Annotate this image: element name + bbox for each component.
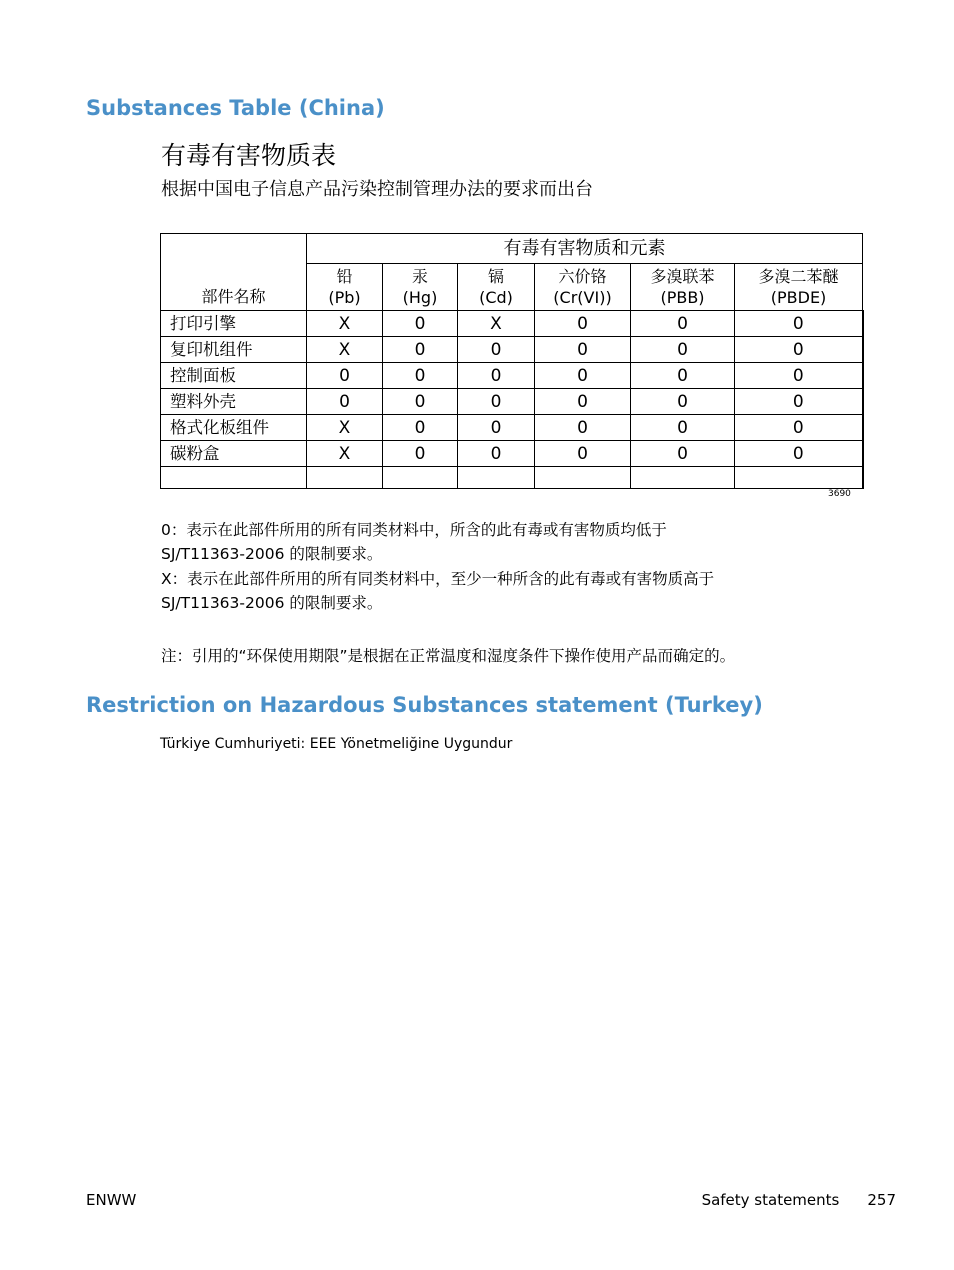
table-cell: 0: [458, 363, 535, 389]
table-row: [161, 415, 863, 441]
page-number: 257: [867, 1191, 896, 1209]
section-heading-china: Substances Table (China): [86, 96, 385, 120]
section-heading-turkey: Restriction on Hazardous Substances statement (Turkey): [86, 693, 763, 717]
table-cell-empty: [631, 467, 735, 489]
table-cell: 0: [535, 441, 631, 467]
table-cell: 0: [383, 389, 458, 415]
table-cell: 0: [735, 389, 863, 415]
part-name: 控制面板: [161, 363, 307, 389]
table-cell: 0: [535, 337, 631, 363]
table-cell: 0: [458, 441, 535, 467]
table-row: [161, 389, 863, 415]
table-cell: 0: [735, 415, 863, 441]
note-zero-line2: SJ/T11363-2006 的限制要求。: [161, 545, 383, 563]
footer-left-label: ENWW: [86, 1191, 137, 1209]
table-row-empty: [161, 467, 863, 489]
note-x-line2: SJ/T11363-2006 的限制要求。: [161, 594, 383, 612]
table-cell: 0: [383, 363, 458, 389]
table-cell: X: [307, 311, 383, 337]
table-cell: 0: [631, 441, 735, 467]
note-x-line1: X：表示在此部件所用的所有同类材料中，至少一种所含的此有毒或有害物质高于: [161, 570, 715, 588]
table-cell-empty: [161, 467, 307, 489]
table-cell: 0: [383, 311, 458, 337]
part-name: 碳粉盒: [161, 441, 307, 467]
column-header-hg: 汞 (Hg): [383, 264, 458, 311]
cn-table-subtitle: 根据中国电子信息产品污染控制管理办法的要求而出台: [161, 179, 593, 200]
part-name: 复印机组件: [161, 337, 307, 363]
table-cell: 0: [458, 337, 535, 363]
table-cell: X: [307, 337, 383, 363]
table-cell: 0: [535, 389, 631, 415]
footer-section-name: Safety statements: [701, 1191, 840, 1209]
part-name: 打印引擎: [161, 311, 307, 337]
column-header-cr6: 六价铬 (Cr(VI)): [535, 264, 631, 311]
column-header-pbb: 多溴联苯 (PBB): [631, 264, 735, 311]
table-cell: 0: [307, 389, 383, 415]
part-name: 格式化板组件: [161, 415, 307, 441]
table-cell: 0: [383, 337, 458, 363]
table-cell: 0: [458, 415, 535, 441]
part-name-header: 部件名称: [161, 234, 307, 311]
note-remark: 注：引用的“环保使用期限”是根据在正常温度和湿度条件下操作使用产品而确定的。: [161, 647, 736, 665]
table-cell: 0: [631, 363, 735, 389]
table-cell-empty: [307, 467, 383, 489]
table-cell-empty: [535, 467, 631, 489]
substances-group-header: 有毒有害物质和元素: [307, 234, 863, 264]
table-cell: 0: [735, 311, 863, 337]
table-cell: 0: [631, 337, 735, 363]
column-header-pbde: 多溴二苯醚 (PBDE): [735, 264, 863, 311]
table-row: [161, 363, 863, 389]
note-zero-line1: 0：表示在此部件所用的所有同类材料中，所含的此有毒或有害物质均低于: [161, 521, 667, 539]
table-row: [161, 311, 863, 337]
table-cell: 0: [735, 337, 863, 363]
table-cell: 0: [535, 415, 631, 441]
table-cell-empty: [383, 467, 458, 489]
substances-table: [160, 233, 864, 489]
table-cell: 0: [735, 363, 863, 389]
footer-right: [702, 1190, 896, 1210]
part-name: 塑料外壳: [161, 389, 307, 415]
table-cell: 0: [307, 363, 383, 389]
table-cell: 0: [631, 415, 735, 441]
table-cell: 0: [535, 363, 631, 389]
table-cell: X: [458, 311, 535, 337]
turkey-statement: Türkiye Cumhuriyeti: EEE Yönetmeliğine Uygundur: [160, 736, 513, 752]
table-cell-empty: [735, 467, 863, 489]
table-cell: 0: [383, 441, 458, 467]
figure-id: 3690: [828, 489, 851, 499]
table-cell-empty: [458, 467, 535, 489]
table-cell: X: [307, 441, 383, 467]
table-cell: 0: [631, 311, 735, 337]
table-cell: X: [307, 415, 383, 441]
cn-table-title: 有毒有害物质表: [161, 141, 337, 170]
table-row: [161, 337, 863, 363]
table-cell: 0: [631, 389, 735, 415]
column-header-pb: 铅 (Pb): [307, 264, 383, 311]
table-cell: 0: [383, 415, 458, 441]
table-row: [161, 441, 863, 467]
note-x: [161, 567, 714, 615]
note-zero: [161, 518, 667, 566]
table-cell: 0: [458, 389, 535, 415]
table-cell: 0: [535, 311, 631, 337]
column-header-cd: 镉 (Cd): [458, 264, 535, 311]
table-cell: 0: [735, 441, 863, 467]
